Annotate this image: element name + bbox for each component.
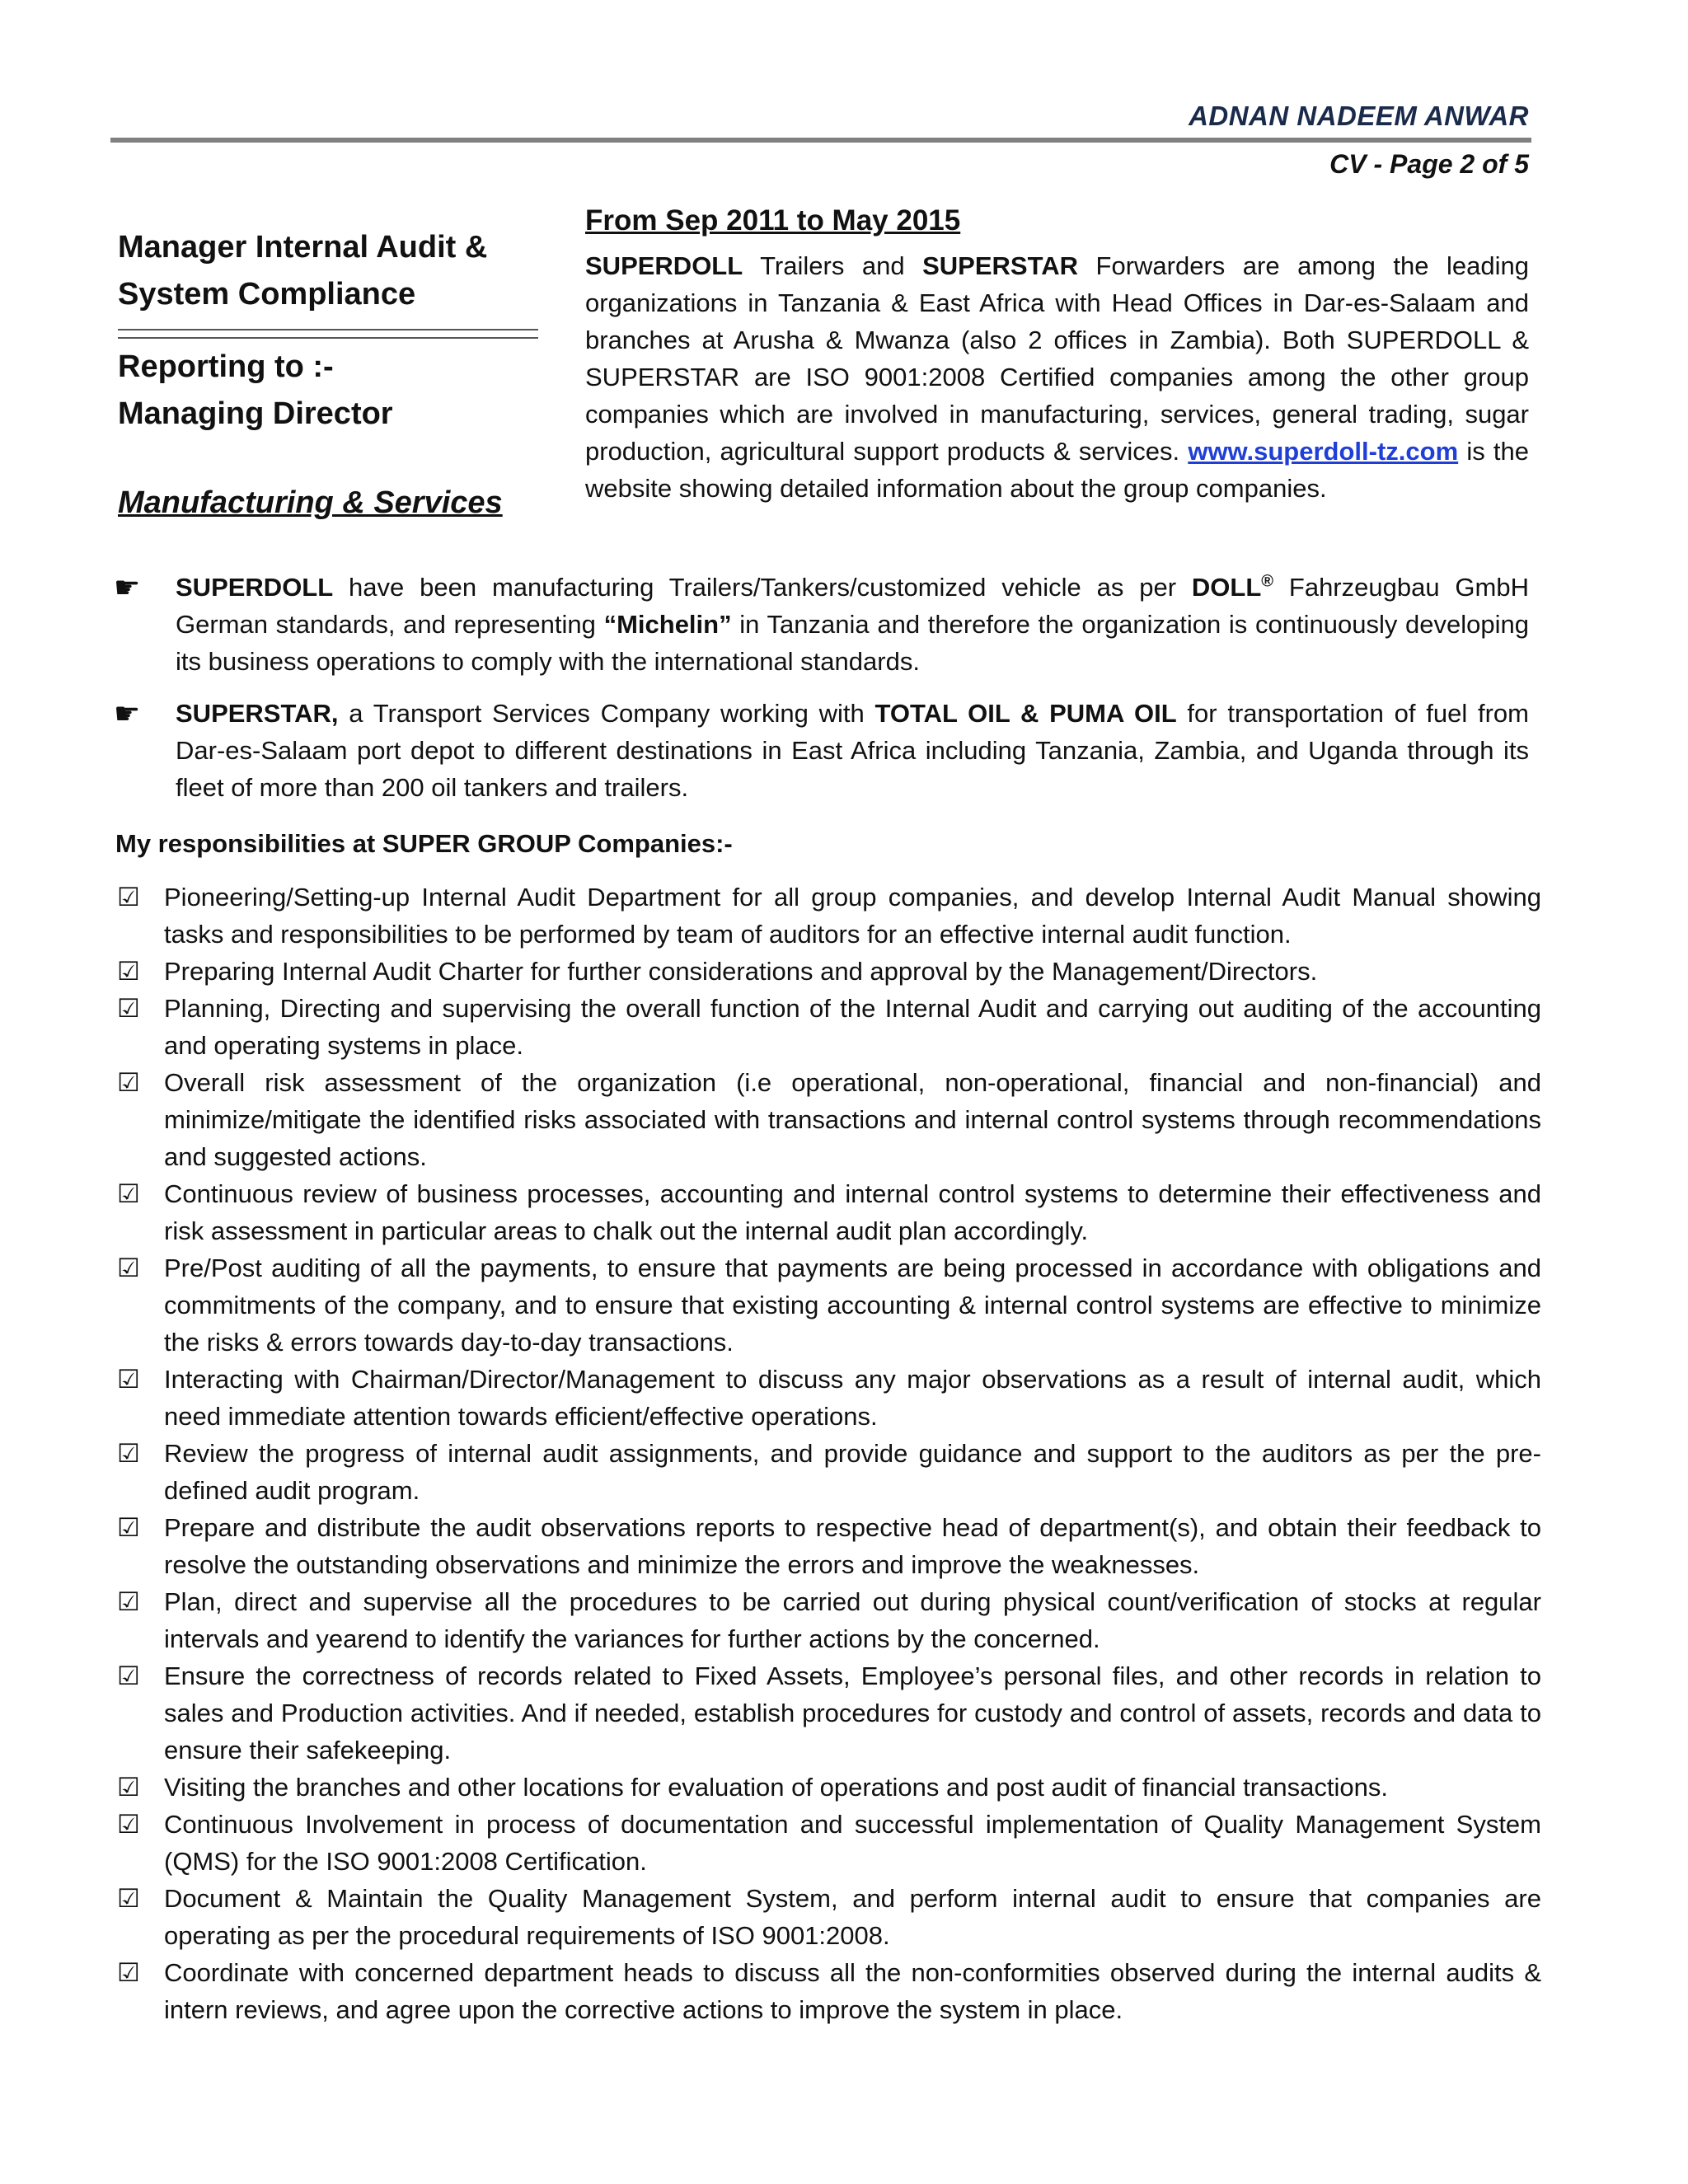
header-name: ADNAN NADEEM ANWAR: [1189, 101, 1529, 131]
responsibility-text: Plan, direct and supervise all the procedures to be carried out during physical count/verification of stocks at regular intervals and yearend to identify the variances for further actions by the concerned.: [164, 1587, 1541, 1653]
responsibility-text: Preparing Internal Audit Charter for further considerations and approval by the Management/Directors.: [164, 957, 1318, 986]
checkbox-checked-icon: ☑: [117, 1884, 140, 1913]
list-item: [117, 1806, 1541, 1880]
list-item: [117, 1769, 1541, 1806]
registered-mark: ®: [1261, 572, 1274, 591]
responsibility-text: Pioneering/Setting-up Internal Audit Department for all group companies, and develop Internal Audit Manual showing tasks and responsibilities to be performed by team of auditors for an effective internal audit function.: [164, 883, 1541, 949]
checkbox-checked-icon: ☑: [117, 1513, 140, 1542]
responsibilities-list: [117, 879, 1541, 2028]
list-item: [114, 695, 1529, 806]
checkbox-checked-icon: ☑: [117, 883, 140, 912]
company-name-superstar: SUPERSTAR: [922, 251, 1078, 280]
company-text: in Tanzania and therefore the organization is continuously developing its business operations to comply with the international standards.: [176, 610, 1529, 676]
company-intro: [585, 247, 1529, 507]
list-item: [117, 1509, 1541, 1583]
checkbox-checked-icon: ☑: [117, 957, 140, 986]
sector: Manufacturing & Services: [118, 485, 503, 520]
responsibility-text: Visiting the branches and other locations for evaluation of operations and post audit of financial transactions.: [164, 1773, 1388, 1802]
checkbox-checked-icon: ☑: [117, 1661, 140, 1690]
header-rule: [110, 138, 1531, 143]
checkbox-checked-icon: ☑: [117, 1810, 140, 1839]
company-name-superdoll: SUPERDOLL: [585, 251, 743, 280]
checkbox-checked-icon: ☑: [117, 1365, 140, 1394]
reporting-label: Reporting to :-: [118, 349, 334, 384]
website-link[interactable]: www.superdoll-tz.com: [1188, 437, 1459, 466]
responsibility-text: Planning, Directing and supervising the overall function of the Internal Audit and carrying out auditing of the accounting and operating systems in place.: [164, 994, 1541, 1060]
checkbox-checked-icon: ☑: [117, 1773, 140, 1802]
page-number: CV - Page 2 of 5: [1329, 149, 1529, 179]
company-text: for transportation of fuel from Dar-es-Salaam port depot to different destinations in East Africa including Tanzania, Zambia, and Uganda through its fleet of more than 200 oil tankers and trailers.: [176, 699, 1529, 802]
job-title-line1: Manager Internal Audit &: [118, 230, 488, 265]
responsibility-text: Review the progress of internal audit assignments, and provide guidance and support to the auditors as per the pre-defined audit program.: [164, 1439, 1541, 1505]
checkbox-checked-icon: ☑: [117, 1587, 140, 1616]
intro-text: Forwarders are among the leading organizations in Tanzania & East Africa with Head Offices in Dar-es-Salaam and branches at Arusha & Mwanza (also 2 offices in Zambia). Both SUPERDOLL & SUPERSTAR are ISO 9001:2008 Certified companies among the other group companies which are involved in manufacturing, services, general trading, sugar production, agricultural support products & services.: [585, 251, 1529, 466]
responsibility-text: Interacting with Chairman/Director/Management to discuss any major observations as a result of internal audit, which need immediate attention towards efficient/effective operations.: [164, 1365, 1541, 1431]
responsibility-text: Overall risk assessment of the organization (i.e operational, non-operational, financial and non-financial) and minimize/mitigate the identified risks associated with transactions and internal control systems through recommendations and suggested actions.: [164, 1068, 1541, 1171]
company-text: a Transport Services Company working with: [338, 699, 875, 728]
responsibility-text: Prepare and distribute the audit observations reports to respective head of department(s), and obtain their feedback to resolve the outstanding observations and minimize the errors and improve the weaknesses.: [164, 1513, 1541, 1579]
responsibility-text: Coordinate with concerned department heads to discuss all the non-conformities observed during the internal audits & intern reviews, and agree upon the corrective actions to improve the system in place.: [164, 1958, 1541, 2024]
list-item: [114, 569, 1529, 680]
responsibility-text: Document & Maintain the Quality Management System, and perform internal audit to ensure that companies are operating as per the procedural requirements of ISO 9001:2008.: [164, 1884, 1541, 1950]
company-text: Fahrzeugbau GmbH German standards, and representing: [176, 573, 1529, 639]
list-item: [117, 1880, 1541, 1954]
employment-block: [585, 204, 1529, 507]
checkbox-checked-icon: ☑: [117, 1068, 140, 1097]
pointing-hand-icon: ☛: [114, 696, 141, 730]
company-text: have been manufacturing Trailers/Tankers/customized vehicle as per: [333, 573, 1192, 602]
intro-and: Trailers and: [743, 251, 923, 280]
list-item: [117, 990, 1541, 1064]
company-name: SUPERDOLL: [176, 573, 334, 602]
list-item: [117, 1361, 1541, 1435]
checkbox-checked-icon: ☑: [117, 1254, 140, 1282]
list-item: [117, 1583, 1541, 1657]
checkbox-checked-icon: ☑: [117, 994, 140, 1023]
company-list: [114, 569, 1529, 821]
checkbox-checked-icon: ☑: [117, 1439, 140, 1468]
company-name: SUPERSTAR,: [176, 699, 339, 728]
list-item: [117, 1435, 1541, 1509]
checkbox-checked-icon: ☑: [117, 1179, 140, 1208]
list-item: [117, 1954, 1541, 2028]
job-title-line2: System Compliance: [118, 277, 416, 312]
pointing-hand-icon: ☛: [114, 570, 141, 604]
reporting-block: [118, 344, 546, 438]
list-item: [117, 1657, 1541, 1769]
list-item: [117, 1064, 1541, 1175]
responsibility-text: Ensure the correctness of records related to Fixed Assets, Employee’s personal files, and other records in relation to sales and Production activities. And if needed, establish procedures for custody and control of assets, records and data to ensure their safekeeping.: [164, 1661, 1541, 1765]
responsibility-text: Continuous Involvement in process of documentation and successful implementation of Quality Management System (QMS) for the ISO 9001:2008 Certification.: [164, 1810, 1541, 1876]
reporting-to: Managing Director: [118, 396, 393, 431]
list-item: [117, 879, 1541, 953]
brand-name: TOTAL OIL & PUMA OIL: [874, 699, 1177, 728]
website-text: is the website showing detailed information about the group companies.: [585, 437, 1529, 503]
position-block: [118, 224, 546, 521]
brand-name: “Michelin”: [603, 610, 732, 639]
job-title: [118, 224, 546, 318]
list-item: [117, 1249, 1541, 1361]
list-item: [117, 1175, 1541, 1249]
divider: [118, 329, 538, 339]
responsibilities-heading: My responsibilities at SUPER GROUP Companies:-: [115, 829, 733, 858]
responsibility-text: Pre/Post auditing of all the payments, to ensure that payments are being processed in accordance with obligations and commitments of the company, and to ensure that existing accounting & internal control systems are effective to minimize the risks & errors towards day-to-day transactions.: [164, 1254, 1541, 1357]
employment-period: From Sep 2011 to May 2015: [585, 204, 961, 237]
brand-name: DOLL: [1191, 573, 1262, 602]
responsibility-text: Continuous review of business processes, accounting and internal control systems to determine their effectiveness and risk assessment in particular areas to chalk out the internal audit plan accordingly.: [164, 1179, 1541, 1245]
list-item: [117, 953, 1541, 990]
checkbox-checked-icon: ☑: [117, 1958, 140, 1987]
